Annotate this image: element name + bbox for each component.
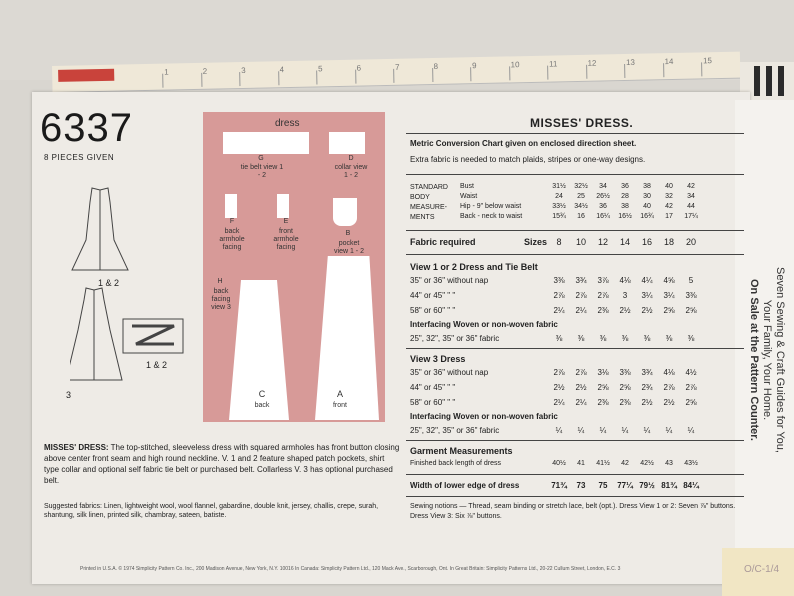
value-cell: 43 (665, 460, 673, 467)
value-cell: 4⅛ (619, 276, 631, 285)
value-cell: 34 (599, 183, 607, 190)
value-cell: ¼ (599, 426, 607, 435)
sewing-notions: Sewing notions — Thread, seam binding or stretch lace, belt (opt.). Dress View 1 or 2: Seven ⅞" buttons. Dress View 3: Six ⅞" buttons. (410, 503, 736, 520)
size-cell: 8 (556, 237, 562, 247)
value-cell: 2⅝ (597, 383, 609, 392)
value-cell: 2⅞ (575, 368, 587, 377)
value-cell: 3⅜ (685, 291, 697, 300)
value-cell: 3⅜ (619, 368, 631, 377)
value-cell: ⅜ (577, 334, 585, 343)
value-cell: 2⅝ (685, 306, 697, 315)
value-cell: 24 (555, 193, 563, 200)
pieces-title: dress (275, 118, 300, 129)
value-cell: 40 (643, 203, 651, 210)
piece-c-shape (229, 280, 289, 420)
metric-note: Metric Conversion Chart given on enclosed direction sheet. (410, 139, 637, 148)
piece-a-label: front (332, 402, 347, 409)
ruler-number: 10 (510, 60, 520, 70)
row-label: 35" or 36" without nap (410, 368, 489, 377)
belt-illustration (122, 318, 184, 354)
value-cell: 26½ (596, 193, 610, 200)
ruler-number: 14 (664, 56, 674, 67)
value-cell: 2⅞ (597, 291, 609, 300)
value-cell: 42 (687, 183, 695, 190)
pieces-given: 8 PIECES GIVEN (44, 153, 115, 162)
value-cell: 41½ (596, 460, 610, 467)
ruler-number: 4 (279, 65, 285, 75)
value-cell: 33½ (552, 203, 566, 210)
value-cell: 2¼ (575, 398, 587, 407)
value-cell: 2⅜ (597, 306, 609, 315)
size-cell: 18 (663, 237, 674, 247)
value-cell: 2¼ (575, 306, 587, 315)
value-cell: 38 (621, 203, 629, 210)
size-cell: 14 (619, 237, 630, 247)
value-cell: 16¼ (596, 213, 610, 220)
value-cell: 4¼ (641, 276, 653, 285)
value-cell: 4½ (685, 368, 697, 377)
fabric-required-label: Fabric required (410, 237, 476, 247)
garment-title: Garment Measurements (410, 446, 513, 456)
value-cell: 2½ (663, 398, 675, 407)
value-cell: 15¾ (552, 213, 566, 220)
value-cell: 4⅛ (663, 368, 675, 377)
row-label: 44" or 45" " " (410, 383, 456, 392)
row-label: 44" or 45" " " (410, 291, 456, 300)
row-values (548, 460, 702, 467)
value-cell: ¼ (555, 426, 563, 435)
row-label: Hip - 9" below waist (460, 203, 522, 210)
piece-e-letter: E (283, 218, 289, 225)
row-values (548, 306, 702, 315)
row-label: 25", 32", 35" or 36" fabric (410, 334, 500, 343)
piece-f-shape (225, 194, 237, 218)
value-cell: 75 (598, 481, 608, 490)
ruler-brand-logo (58, 69, 114, 82)
view12-interfacing: Interfacing Woven or non-woven fabric (410, 320, 558, 329)
value-cell: 32 (665, 193, 673, 200)
value-cell: ¼ (577, 426, 585, 435)
row-values (548, 276, 702, 285)
value-cell: 28 (621, 193, 629, 200)
value-cell: ⅜ (555, 334, 563, 343)
value-cell: ⅜ (687, 334, 695, 343)
value-cell: ¼ (665, 426, 673, 435)
row-values (548, 481, 702, 490)
value-cell: 2½ (575, 383, 587, 392)
ruler-number: 13 (625, 57, 636, 67)
value-cell: 2⅞ (553, 368, 565, 377)
value-cell: ¼ (621, 426, 629, 435)
value-cell: 3¾ (575, 276, 587, 285)
value-cell: 38 (643, 183, 651, 190)
value-cell: 73 (576, 481, 586, 490)
value-cell: 2⅞ (575, 291, 587, 300)
value-cell: 2⅞ (685, 383, 697, 392)
value-cell: 71¾ (551, 481, 567, 490)
value-cell: 2½ (619, 306, 631, 315)
value-cell: 2⅞ (553, 291, 565, 300)
piece-f-letter: F (229, 218, 235, 225)
value-cell: 31½ (552, 183, 566, 190)
value-cell: 25 (577, 193, 585, 200)
value-cell: ⅜ (643, 334, 651, 343)
suggested-fabrics: Suggested fabrics: Linen, lightweight wool, wool flannel, gabardine, double knit, jersey, challis, crepe, surah, shantung, silk linen, printed silk, chambray, sateen, batiste. (44, 503, 379, 519)
size-cell: 16 (641, 237, 652, 247)
row-values (548, 183, 702, 190)
row-values (548, 368, 702, 377)
dress-description: MISSES' DRESS: The top-stitched, sleeveless dress with squared armholes has front button closing above center front seam and high round neckline. V. 1 and 2 feature shaped patch pockets, shirt type collar and optional self fabric tie belt or purchased belt. Collarless V. 3 has optional purchased belt. (44, 443, 400, 485)
value-cell: 36 (621, 183, 629, 190)
value-cell: 16 (577, 213, 585, 220)
row-label: Back - neck to waist (460, 213, 523, 220)
value-cell: 2¼ (553, 306, 565, 315)
piece-h-label: back facing view 3 (211, 288, 231, 311)
pattern-title: MISSES' DRESS. (530, 116, 634, 130)
row-label: 58" or 60" " " (410, 398, 456, 407)
size-cell: 12 (597, 237, 608, 247)
sizes-label: Sizes (524, 237, 548, 247)
piece-b-shape (333, 198, 357, 226)
ruler-number: 9 (471, 61, 477, 71)
price-sticker: O/C-1/4 (722, 548, 794, 596)
value-cell: 81¾ (661, 481, 677, 490)
value-cell: 2¾ (641, 383, 653, 392)
ruler-number: 6 (356, 63, 362, 73)
value-cell: ⅜ (621, 334, 629, 343)
row-values (548, 203, 702, 210)
value-cell: 2⅜ (619, 398, 631, 407)
value-cell: 40½ (552, 460, 566, 467)
value-cell: 44 (687, 203, 695, 210)
value-cell: 32½ (574, 183, 588, 190)
row-values (548, 398, 702, 407)
view3-interfacing: Interfacing Woven or non-woven fabric (410, 412, 558, 421)
value-cell: 2⅝ (663, 306, 675, 315)
value-cell: 2½ (641, 398, 653, 407)
ruler-number: 2 (202, 66, 208, 76)
value-cell: 16½ (618, 213, 632, 220)
value-cell: 3⅛ (597, 368, 609, 377)
value-cell: 42½ (640, 460, 654, 467)
value-cell: 3⅞ (597, 276, 609, 285)
row-values (548, 383, 702, 392)
size-cell: 20 (685, 237, 696, 247)
value-cell: 2⅞ (663, 383, 675, 392)
value-cell: ¼ (643, 426, 651, 435)
side-promo-text: Seven Sewing & Craft Guides for You, Your Family, Your Home. On Sale at the Pattern Counter. (748, 267, 786, 453)
piece-f-label: back armhole facing (219, 228, 245, 251)
ruler-number: 1 (164, 67, 169, 77)
extra-fabric-note: Extra fabric is needed to match plaids, stripes or one-way designs. (410, 155, 646, 164)
value-cell: ¼ (687, 426, 695, 435)
value-cell: 17¼ (684, 213, 698, 220)
row-label: Width of lower edge of dress (410, 481, 520, 490)
value-cell: 3⅜ (553, 276, 565, 285)
size-cell: 10 (575, 237, 586, 247)
piece-d-letter: D (348, 155, 354, 162)
value-cell: 4⅝ (663, 276, 675, 285)
sizes-row (548, 237, 702, 247)
piece-a-letter: A (336, 389, 343, 399)
value-cell: 2½ (641, 306, 653, 315)
value-cell: ⅜ (599, 334, 607, 343)
value-cell: 2¼ (553, 398, 565, 407)
ruler-number: 7 (395, 62, 400, 72)
value-cell: ⅜ (665, 334, 673, 343)
figure-label-view-3: 3 (66, 390, 72, 400)
value-cell: 36 (599, 203, 607, 210)
view12-title: View 1 or 2 Dress and Tie Belt (410, 262, 538, 272)
piece-d-shape (329, 132, 365, 154)
value-cell: 42 (665, 203, 673, 210)
value-cell: 30 (643, 193, 651, 200)
row-values (548, 193, 702, 200)
row-label: Finished back length of dress (410, 460, 502, 467)
row-values (548, 334, 702, 343)
ruler-number: 3 (241, 65, 246, 76)
value-cell: 79½ (639, 481, 655, 490)
value-cell: 43½ (684, 460, 698, 467)
piece-c-label: back (254, 402, 270, 409)
row-values (548, 426, 702, 435)
value-cell: 77¼ (617, 481, 633, 490)
figure-label-view-1-2: 1 & 2 (98, 278, 120, 288)
piece-b-label: pocket view 1 - 2 (334, 240, 364, 255)
ruler-number: 15 (702, 56, 713, 66)
row-label: 25", 32", 35" or 36" fabric (410, 426, 500, 435)
piece-b-letter: B (345, 230, 351, 237)
piece-e-shape (277, 194, 289, 218)
value-cell: 2⅝ (685, 398, 697, 407)
figure-label-belt: 1 & 2 (146, 360, 168, 370)
value-cell: 84¼ (683, 481, 699, 490)
value-cell: 3¼ (641, 291, 653, 300)
footer-copyright: Printed in U.S.A. © 1974 Simplicity Pattern Co. Inc., 200 Madison Avenue, New York, N.Y. 10016 In Canada: Simplicity Pattern Ltd., 120 Mack Ave., Scarborough, Ont. In Great Britain: Simplicity Patterns Ltd., 20-22 Cullum Street, London, E.C. 3 (80, 566, 621, 572)
row-label: Waist (460, 193, 478, 200)
ruler-number: 12 (587, 58, 597, 68)
value-cell: 17 (665, 213, 673, 220)
value-cell: 3¼ (663, 291, 675, 300)
value-cell: 16¾ (640, 213, 654, 220)
ruler-number: 8 (433, 61, 439, 72)
value-cell: 42 (621, 460, 629, 467)
row-values (548, 291, 702, 300)
value-cell: 41 (577, 460, 585, 467)
pattern-number: 6337 (40, 106, 133, 150)
value-cell: 3¾ (641, 368, 653, 377)
value-cell: 3 (622, 291, 628, 300)
piece-d-label: collar view 1 - 2 (334, 164, 368, 179)
piece-e-label: front armhole facing (273, 228, 299, 251)
value-cell: 40 (665, 183, 673, 190)
body-measure-label: STANDARD BODY MEASURE- MENTS (410, 184, 448, 221)
row-label: 35" or 36" without nap (410, 276, 489, 285)
view3-title: View 3 Dress (410, 354, 466, 364)
value-cell: 5 (688, 276, 694, 285)
ruler-number: 5 (318, 64, 323, 74)
value-cell: 34 (687, 193, 695, 200)
row-values (548, 213, 702, 220)
row-label: 58" or 60" " " (410, 306, 456, 315)
piece-h-letter: H (217, 278, 223, 285)
ruler-number: 11 (548, 59, 558, 69)
piece-c-letter: C (258, 389, 266, 399)
value-cell: 2½ (553, 383, 565, 392)
value-cell: 2⅜ (597, 398, 609, 407)
piece-g-shape (223, 132, 309, 154)
piece-g-label: tie belt view 1 - 2 (240, 164, 284, 179)
value-cell: 34½ (574, 203, 588, 210)
dress-line-drawings (70, 180, 180, 410)
row-label: Bust (460, 183, 475, 190)
value-cell: 2⅝ (619, 383, 631, 392)
piece-g-letter: G (258, 155, 264, 162)
